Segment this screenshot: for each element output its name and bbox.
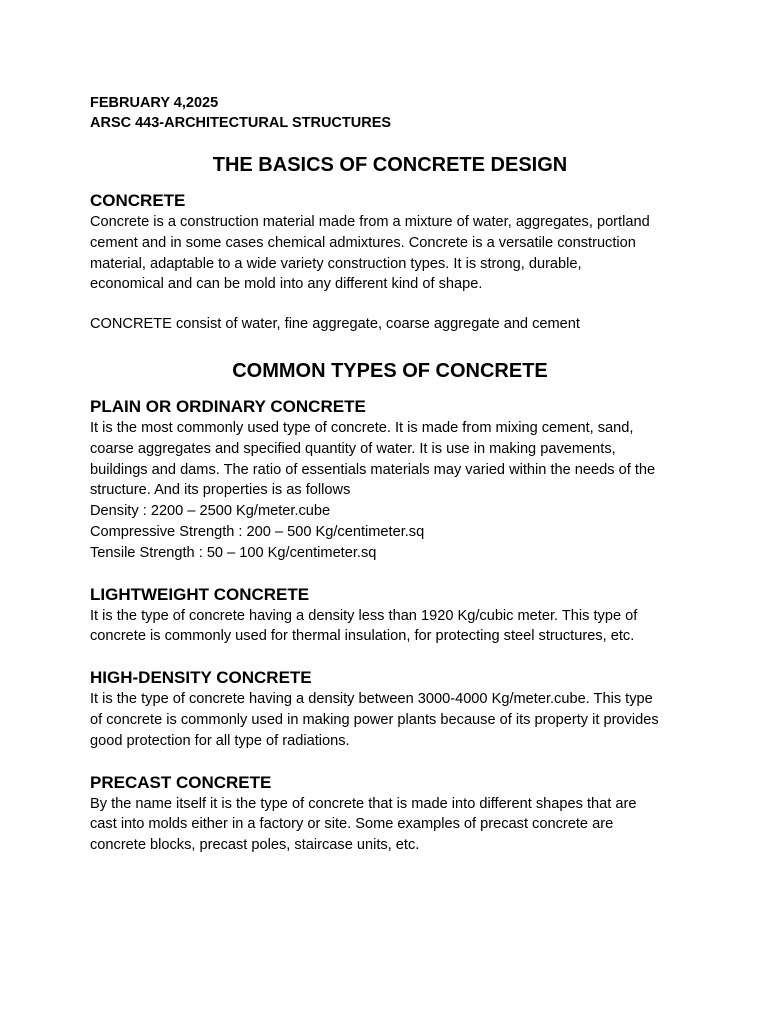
concrete-consist-paragraph: CONCRETE consist of water, fine aggregate, coarse aggregate and cement	[90, 316, 580, 333]
paragraph-line: economical and can be mold into any different kind of shape.	[90, 276, 483, 293]
property-tensile-strength: Tensile Strength : 50 – 100 Kg/centimeter.sq	[90, 544, 377, 561]
paragraph-line: cast into molds either in a factory or site. Some examples of precast concrete are	[90, 816, 614, 833]
document-date: FEBRUARY 4,2025	[90, 95, 219, 111]
document-title: THE BASICS OF CONCRETE DESIGN	[212, 154, 568, 176]
paragraph-line: coarse aggregates and specified quantity of water. It is use in making pavements,	[90, 440, 616, 457]
paragraph-line: Concrete is a construction material made from a mixture of water, aggregates, portland	[90, 214, 650, 230]
paragraph-line: cement and in some cases chemical admixtures. Concrete is a versatile construction	[90, 234, 636, 251]
paragraph-line: concrete blocks, precast poles, staircase units, etc.	[90, 837, 420, 854]
section-heading-lightweight: LIGHTWEIGHT CONCRETE	[90, 584, 310, 604]
high-density-paragraph	[90, 689, 690, 751]
lightweight-paragraph	[90, 606, 690, 648]
paragraph-line: It is the type of concrete having a density less than 1920 Kg/cubic meter. This type of	[90, 607, 638, 624]
paragraph-line: It is the type of concrete having a density between 3000-4000 Kg/meter.cube. This type	[90, 691, 653, 708]
precast-paragraph	[90, 794, 690, 856]
paragraph-line: It is the most commonly used type of concrete. It is made from mixing cement, sand,	[90, 419, 634, 436]
paragraph-line: of concrete is commonly used in making power plants because of its property it provides	[90, 711, 659, 728]
section-heading-high-density: HIGH-DENSITY CONCRETE	[90, 668, 312, 688]
section-heading-plain: PLAIN OR ORDINARY CONCRETE	[90, 396, 366, 416]
plain-paragraph	[90, 418, 690, 564]
document-page	[90, 93, 690, 856]
section-heading-concrete: CONCRETE	[90, 191, 186, 210]
paragraph-line: structure. And its properties is as follows	[90, 482, 351, 499]
paragraph-line: buildings and dams. The ratio of essentials materials may varied within the needs of the	[90, 461, 656, 478]
concrete-paragraph	[90, 212, 690, 295]
property-density: Density : 2200 – 2500 Kg/meter.cube	[90, 503, 331, 520]
section-heading-precast: PRECAST CONCRETE	[90, 772, 272, 792]
paragraph-line: good protection for all type of radiations.	[90, 732, 350, 749]
paragraph-line: material, adaptable to a wide variety construction types. It is strong, durable,	[90, 255, 582, 272]
types-title: COMMON TYPES OF CONCRETE	[232, 359, 548, 382]
paragraph-line: By the name itself it is the type of concrete that is made into different shapes that are	[90, 795, 637, 812]
course-code: ARSC 443-ARCHITECTURAL STRUCTURES	[90, 115, 392, 131]
paragraph-line: concrete is commonly used for thermal insulation, for protecting steel structures, etc.	[90, 628, 635, 645]
property-compressive-strength: Compressive Strength : 200 – 500 Kg/centimeter.sq	[90, 523, 425, 540]
